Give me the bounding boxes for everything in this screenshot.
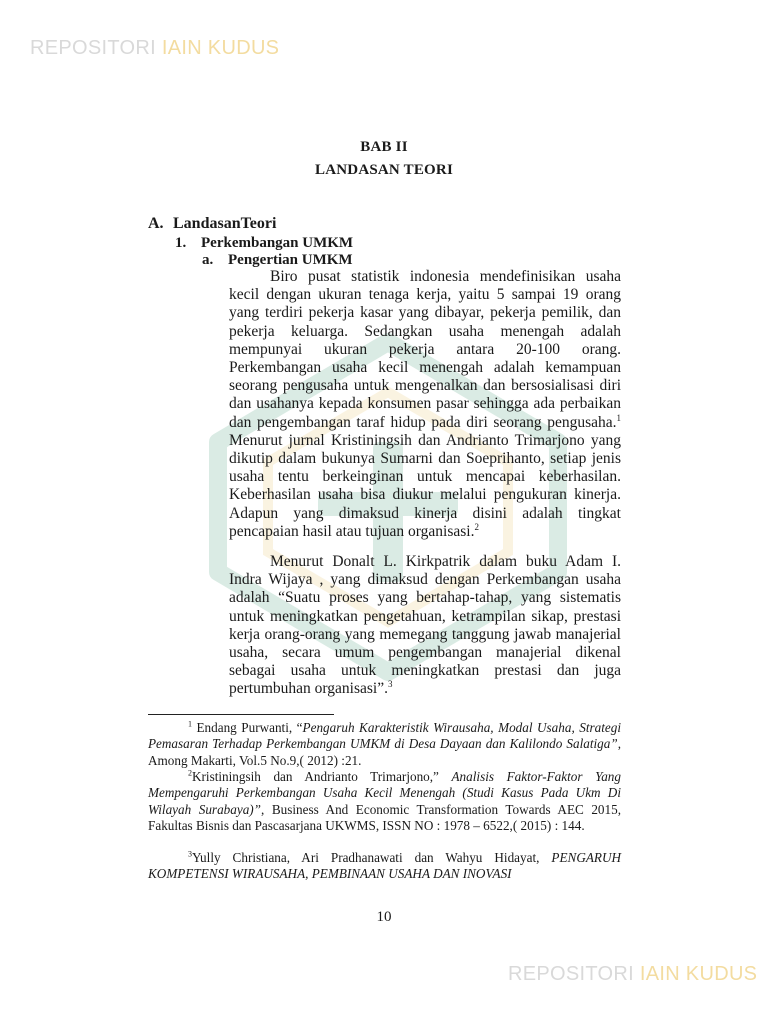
footnote-2-title: Analisis Faktor-Faktor Yang Mempengaruhi Perkembangan Usaha Kecil Menengah (Studi Kasus Pada Ukm Di Wilayah Surabaya)” [148,769,621,817]
section-a-number: A. [148,215,164,232]
watermark-accent: IAIN KUDUS [161,37,280,59]
repository-watermark-bottom [508,963,757,986]
subsection-a-number: a. [202,252,214,268]
section-a-heading [148,215,276,233]
footnote-2-number: 2 [188,768,192,778]
footnote-1-text-a: Endang Purwanti, “ [192,720,303,735]
footnote-1-title: Pengaruh Karakteristik Wirausaha, Modal Usaha, Strategi Pemasaran Terhadap Perkembangan UMKM di Desa Dayaan dan Kalilondo Salatiga” [148,720,621,752]
footnote-1-number: 1 [188,719,192,729]
section-1-number: 1. [175,235,187,251]
footnote-3 [148,850,621,883]
footnote-2 [148,769,621,835]
subsection-a-heading [202,252,353,269]
footnote-3-title: PENGARUH KOMPETENSI WIRAUSAHA, PEMBINAAN USAHA DAN INOVASI [148,850,621,882]
page-number: 10 [376,909,392,925]
footnote-1 [148,720,621,769]
footnote-2-text-a: Kristiningsih dan Andrianto Trimarjono,” [192,769,452,784]
body-paragraph-1 [229,268,621,541]
section-1-heading [175,235,353,252]
subsection-a-title: Pengertian UMKM [228,252,353,268]
watermark-accent: IAIN KUDUS [639,963,758,985]
footnote-ref-2[interactable]: 2 [474,521,479,532]
footnote-2-text-b: , Business And Economic Transformation Towards AEC 2015, Fakultas Bisnis dan Pascasarjana UKWMS, ISSN NO : 1978 – 6522,( 2015) : 144. [148,801,621,834]
footnote-separator [148,714,334,715]
paragraph-2-text: Menurut Donalt L. Kirkpatrik dalam buku Adam I. Indra Wijaya , yang dimaksud dengan Perkembangan usaha adalah “Suatu proses yang bertahap-tahap, yang sistematis untuk meningkatkan pengetahuan, ketrampilan sikap, prestasi kerja orang-orang yang memegang tanggung jawab manajerial usaha, secara umum pengembangan manajerial dikenal sebagai usaha untuk meningkatkan prestasi dan juga pertumbuhan organisasi”. [229,553,621,698]
paragraph-1-text: Biro pusat statistik indonesia mendefinisikan usaha kecil dengan ukuran tenaga kerja, yaitu 5 sampai 19 orang yang terdiri pekerja kasar yang dibayar, pekerja pemilik, dan pekerja keluarga. Sedangkan usaha menengah adalah mempunyai ukuran pekerja antara 20-100 orang. Perkembangan usaha kecil menengah adalah kemampuan seorang pengusaha untuk mengenalkan dan bersosialisasi diri dan usahanya kepada konsumen pasar sehingga ada perbaikan dan pengembangan taraf hidup pada diri seorang pengusaha. [229,268,621,431]
footnote-1-text-b: , Among Makarti, Vol.5 No.9,( 2012) :21. [148,736,621,768]
footnote-3-text-a: Yully Christiana, Ari Pradhanawati dan Wahyu Hidayat, [192,850,552,865]
section-1-title: Perkembangan UMKM [201,235,354,251]
watermark-label: REPOSITORI [508,963,634,985]
chapter-title: LANDASAN TEORI [315,162,453,178]
body-paragraph-2 [229,553,621,699]
footnote-3-number: 3 [188,849,192,859]
paragraph-1-text-continued: Menurut jurnal Kristiningsih dan Andrianto Trimarjono yang dikutip dalam bukunya Sumarni dan Soeprihanto, setiap jenis usaha tentu berkeinginan untuk mencapai keberhasilan. Keberhasilan usaha bisa diukur melalui pengukuran kinerja. Adapun yang dimaksud kinerja disini adalah tingkat pencapaian hasil atau tujuan organisasi. [229,431,621,540]
repository-watermark-top [30,37,279,60]
watermark-label: REPOSITORI [30,37,156,59]
section-a-title: LandasanTeori [173,215,277,232]
footnote-ref-3[interactable]: 3 [387,679,393,690]
chapter-number: BAB II [360,139,408,155]
footnote-ref-1[interactable]: 1 [616,412,621,423]
